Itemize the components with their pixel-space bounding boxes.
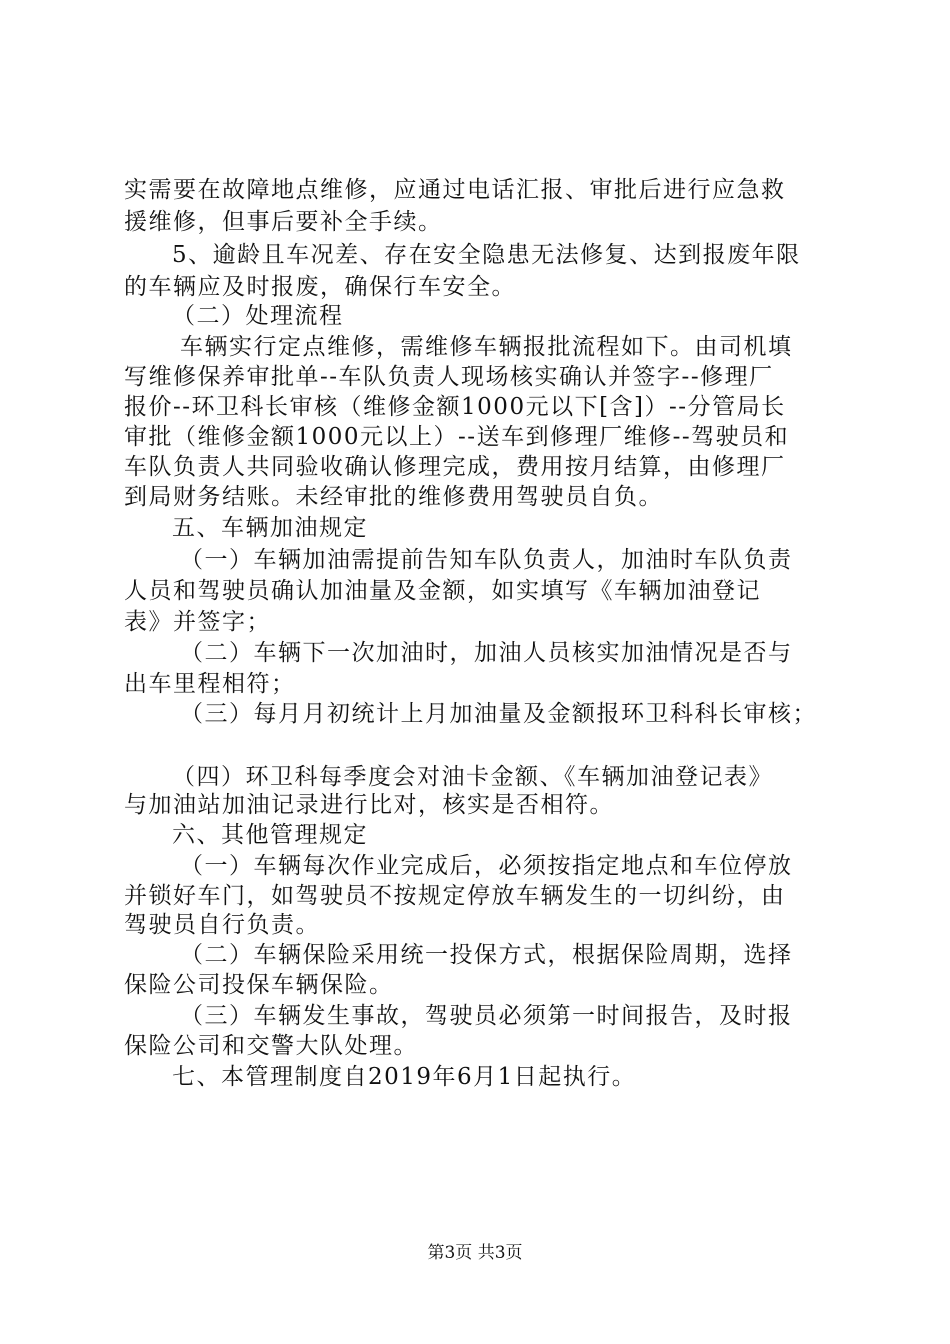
text-line: 驾驶员自行负责。 <box>124 912 320 938</box>
text-line: 出车里程相符； <box>124 671 296 697</box>
text-line: 审批（维修金额1000元以上）--送车到修理厂维修--驾驶员和 <box>124 424 790 450</box>
page-footer: 第3页 共3页 <box>427 1243 523 1263</box>
text-line: （三）车辆发生事故，驾驶员必须第一时间报告，及时报 <box>180 1003 793 1029</box>
text-line: 保险公司和交警大队处理。 <box>124 1033 418 1059</box>
text-line: 的车辆应及时报废，确保行车安全。 <box>124 274 516 300</box>
text-line: 车队负责人共同验收确认修理完成，费用按月结算，由修理厂 <box>124 454 786 480</box>
text-line: 保险公司投保车辆保险。 <box>124 972 394 998</box>
text-line: 5、逾龄且车况差、存在安全隐患无法修复、达到报废年限 <box>172 242 801 268</box>
text-line: （三）每月月初统计上月加油量及金额报环卫科科长审核； <box>180 701 817 727</box>
text-line: 写维修保养审批单--车队负责人现场核实确认并签字--修理厂 <box>124 364 774 390</box>
text-line: 实需要在故障地点维修，应通过电话汇报、审批后进行应急救 <box>124 177 786 203</box>
text-line: 报价--环卫科长审核（维修金额1000元以下[含]）--分管局长 <box>124 394 786 420</box>
section-heading: 六、其他管理规定 <box>172 822 368 848</box>
text-line: 表》并签字； <box>124 609 271 635</box>
section-heading: （二）处理流程 <box>172 303 344 329</box>
text-line: 七、本管理制度自2019年6月1日起执行。 <box>172 1064 637 1090</box>
text-line: （一）车辆每次作业完成后，必须按指定地点和车位停放 <box>180 853 793 879</box>
section-heading: 五、车辆加油规定 <box>172 515 368 541</box>
text-line: （二）车辆下一次加油时，加油人员核实加油情况是否与 <box>180 640 793 666</box>
text-line: （二）车辆保险采用统一投保方式，根据保险周期，选择 <box>180 942 793 968</box>
text-line: 到局财务结账。未经审批的维修费用驾驶员自负。 <box>124 484 663 510</box>
text-line: 人员和驾驶员确认加油量及金额，如实填写《车辆加油登记 <box>124 578 761 604</box>
text-line: 车辆实行定点维修，需维修车辆报批流程如下。由司机填 <box>180 334 793 360</box>
text-line: 与加油站加油记录进行比对，核实是否相符。 <box>124 792 614 818</box>
text-line: 并锁好车门，如驾驶员不按规定停放车辆发生的一切纠纷，由 <box>124 883 786 909</box>
text-line: 援维修，但事后要补全手续。 <box>124 209 443 235</box>
text-line: （一）车辆加油需提前告知车队负责人，加油时车队负责 <box>180 547 793 573</box>
text-line: （四）环卫科每季度会对油卡金额、《车辆加油登记表》 <box>172 764 773 790</box>
